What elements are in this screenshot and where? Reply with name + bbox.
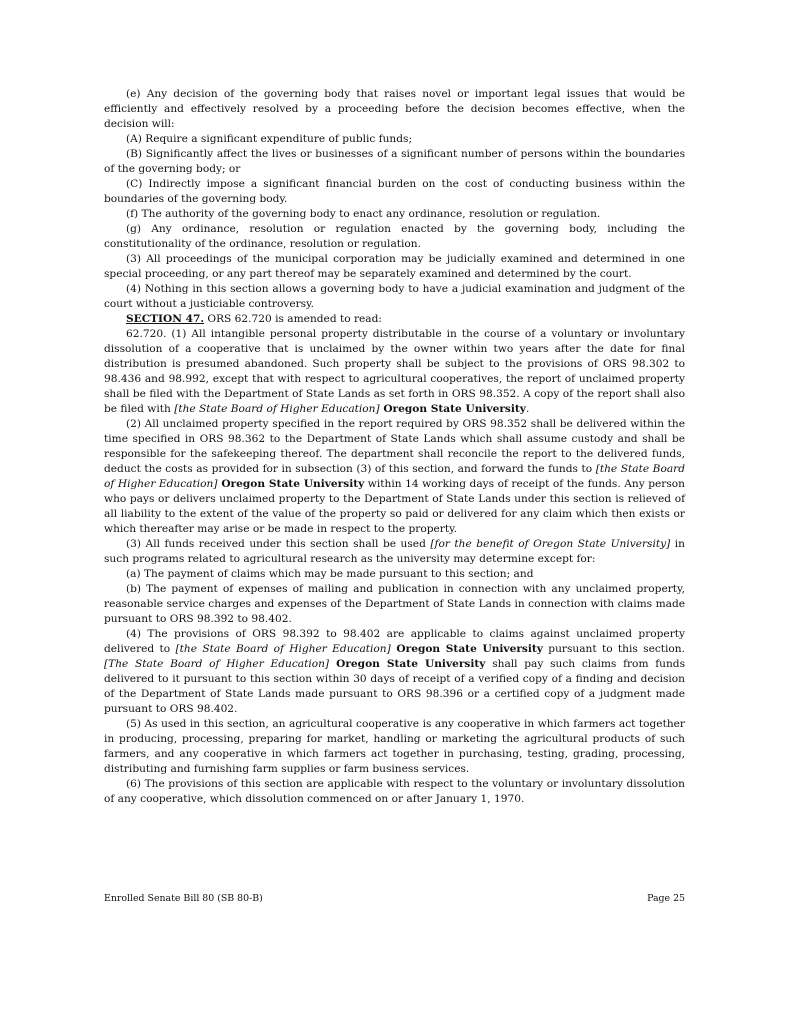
paragraph-C: (C) Indirectly impose a significant financial burden on the cost of conducting business within the boundaries of the governing body.: [104, 178, 685, 205]
section-heading: SECTION 47.: [126, 313, 205, 325]
paragraph-3: (3) All proceedings of the municipal corporation may be judicially examined and determined in one special proceeding, or any part thereof may be separately examined and determined by the court.: [104, 253, 685, 280]
deleted-text: [the State Board of Higher Education]: [104, 463, 685, 490]
deleted-text: [the State Board of Higher Education]: [175, 643, 391, 655]
subsection-2: [104, 417, 685, 537]
subsection-3: [104, 537, 685, 567]
subsection-5: (5) As used in this section, an agricultural cooperative is any cooperative in which farmers act together in producing, processing, preparing for market, handling or marketing the agricultural products of such farmers, and any cooperative in which farmers act together in purchasing, testing, grading, processing, distributing and furnishing farm supplies or farm business services.: [104, 718, 685, 775]
subsection-3b: (b) The payment of expenses of mailing and publication in connection with any unclaimed property, reasonable service charges and expenses of the Department of State Lands in connection with claims made pursuant to ORS 98.392 to 98.402.: [104, 583, 685, 625]
page-number: Page 25: [647, 893, 685, 904]
paragraph-4: (4) Nothing in this section allows a governing body to have a judicial examination and judgment of the court without a justiciable controversy.: [104, 283, 685, 310]
subsection-3-text-end: in such programs related to agricultural research as the university may determine except for:: [104, 538, 685, 565]
subsection-6: (6) The provisions of this section are applicable with respect to the voluntary or involuntary dissolution of any cooperative, which dissolution commenced on or after January 1, 1970.: [104, 778, 685, 805]
deleted-text: [for the benefit of Oregon State University]: [430, 538, 671, 550]
document-body: [104, 87, 685, 807]
subsection-4-text-end: shall pay such claims from funds delivered to it pursuant to this section within 30 days of receipt of a verified copy of a finding and decision of the Department of State Lands made pursuant to ORS 98.396 or a certified copy of a judgment made pursuant to ORS 98.402.: [104, 658, 685, 715]
subsection-3-text: (3) All funds received under this section shall be used: [126, 538, 431, 550]
inserted-text: Oregon State University: [329, 658, 486, 670]
inserted-text: Oregon State University: [390, 643, 543, 655]
subsection-2-text: (2) All unclaimed property specified in the report required by ORS 98.352 shall be delivered within the time specified in ORS 98.362 to the Department of State Lands which shall assume custody and shall be responsible for the safekeeping thereof. The department shall reconcile the report to the delivered funds, deduct the costs as provided for in subsection (3) of this section, and forward the funds to: [104, 418, 685, 475]
subsection-4: [104, 627, 685, 717]
subsection-1-end: .: [525, 403, 530, 415]
subsection-4-text: (4) The provisions of ORS 98.392 to 98.402 are applicable to claims against unclaimed property delivered to: [104, 628, 685, 655]
inserted-text: Oregon State University: [217, 478, 365, 490]
section-47-intro: [104, 312, 685, 327]
deleted-text: [the State Board of Higher Education]: [174, 403, 380, 415]
paragraph-f: (f) The authority of the governing body to enact any ordinance, resolution or regulation.: [126, 208, 601, 220]
paragraph-B: (B) Significantly affect the lives or businesses of a significant number of persons within the boundaries of the governing body; or: [104, 148, 685, 175]
paragraph-e: (e) Any decision of the governing body that raises novel or important legal issues that would be efficiently and effectively resolved by a proceeding before the decision becomes effective, when the decision will:: [104, 88, 685, 130]
subsection-1-text: 62.720. (1) All intangible personal property distributable in the course of a voluntary or involuntary dissolution of a cooperative that is unclaimed by the owner within two years after the date for final distribution is presumed abandoned. Such property shall be subject to the provisions of ORS 98.302 to 98.436 and 98.992, except that with respect to agricultural cooperatives, the report of unclaimed property shall be filed with the Department of State Lands as set forth in ORS 98.352. A copy of the report shall also be filed with: [104, 328, 685, 415]
inserted-text: Oregon State University: [379, 403, 526, 415]
deleted-text: [The State Board of Higher Education]: [104, 658, 330, 670]
bill-identifier: Enrolled Senate Bill 80 (SB 80-B): [104, 893, 263, 904]
subsection-1: [104, 327, 685, 417]
section-intro-text: ORS 62.720 is amended to read:: [204, 313, 382, 325]
paragraph-g: (g) Any ordinance, resolution or regulation enacted by the governing body, including the constitutionality of the ordinance, resolution or regulation.: [104, 223, 685, 250]
subsection-3a: (a) The payment of claims which may be made pursuant to this section; and: [126, 568, 534, 580]
subsection-2-text-end: within 14 working days of receipt of the funds. Any person who pays or delivers unclaimed property to the Department of State Lands under this section is relieved of all liability to the extent of the value of the property so paid or delivered for any claim which then exists or which thereafter may arise or be made in respect to the property.: [104, 478, 686, 535]
subsection-4-text-mid: pursuant to this section.: [542, 643, 685, 655]
paragraph-A: (A) Require a significant expenditure of public funds;: [126, 133, 413, 145]
